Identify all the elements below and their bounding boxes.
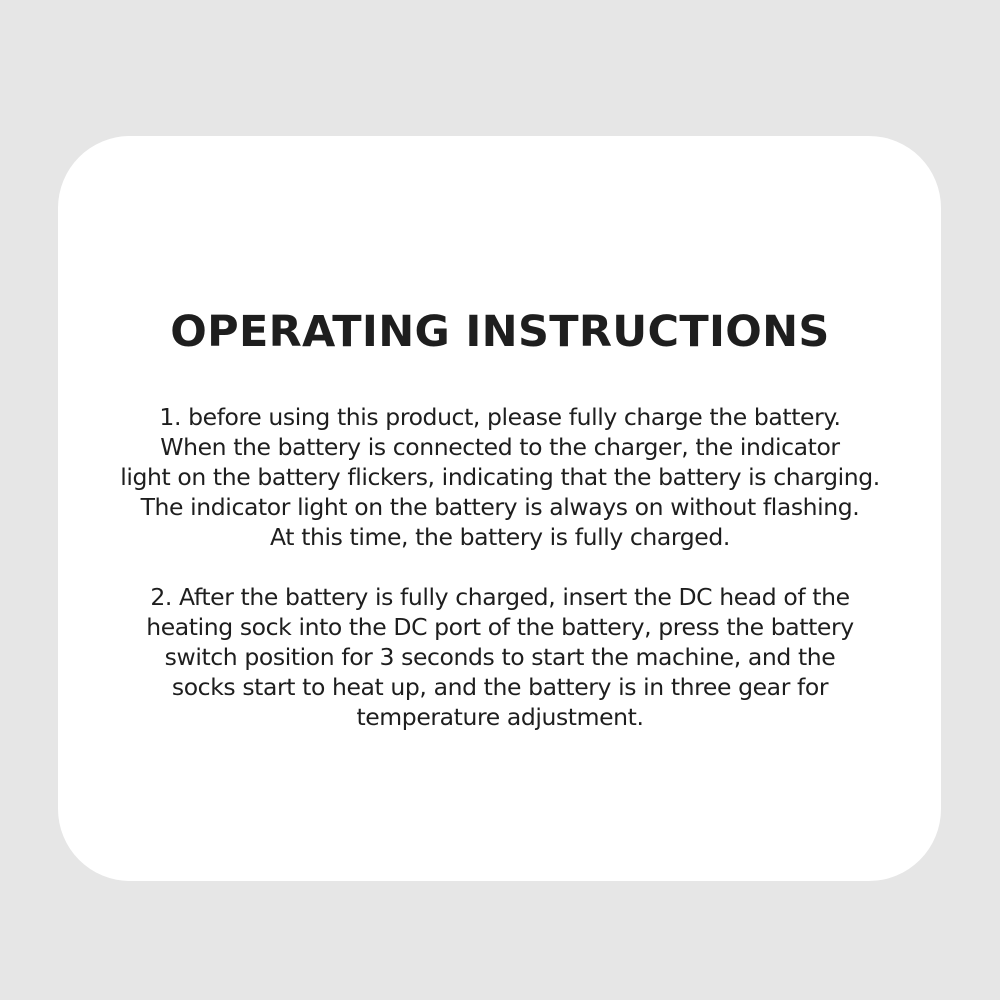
paragraph-1-line-4: The indicator light on the battery is always on without flashing. xyxy=(140,493,860,521)
paragraph-2-line-1: 2. After the battery is fully charged, insert the DC head of the xyxy=(150,583,850,611)
paragraph-2-line-5: temperature adjustment. xyxy=(356,703,644,731)
page-title: OPERATING INSTRUCTIONS xyxy=(170,307,830,357)
paragraph-2-line-2: heating sock into the DC port of the battery, press the battery xyxy=(146,613,854,641)
paragraph-1-line-2: When the battery is connected to the charger, the indicator xyxy=(160,433,840,461)
paragraph-1-line-5: At this time, the battery is fully charged. xyxy=(270,523,730,551)
instruction-paragraph-1 xyxy=(0,402,1000,552)
paragraph-2-line-3: switch position for 3 seconds to start the machine, and the xyxy=(164,643,836,671)
paragraph-1-line-3: light on the battery flickers, indicating that the battery is charging. xyxy=(120,463,880,491)
paragraph-1-line-1: 1. before using this product, please fully charge the battery. xyxy=(159,403,841,431)
instruction-paragraph-2 xyxy=(0,582,1000,732)
paragraph-2-line-4: socks start to heat up, and the battery is in three gear for xyxy=(171,673,829,701)
